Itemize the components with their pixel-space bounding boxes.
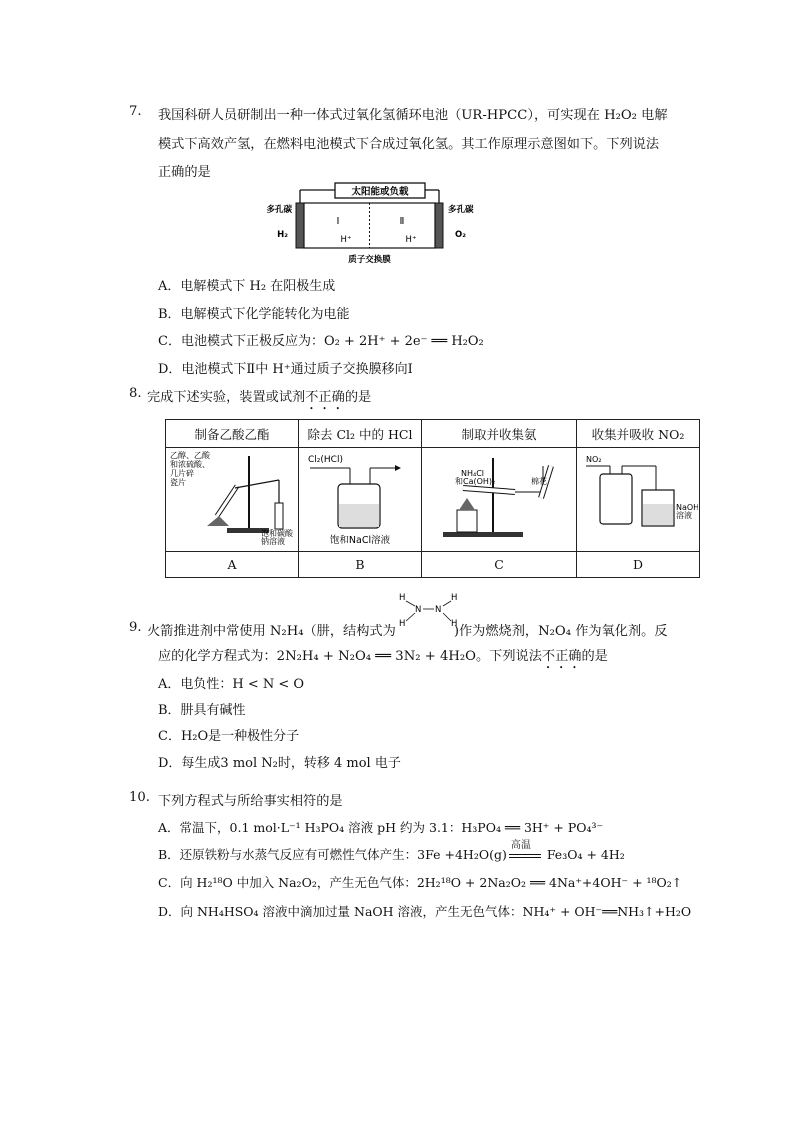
apparatus-a — [166, 448, 299, 552]
q10-option-b — [158, 840, 625, 863]
q7-stem-line1: 我国科研人员研制出一种一体式过氧化氢循环电池（UR-HPCC），可实现在 H₂O₂ 电解 — [158, 108, 668, 123]
ammonia-reagent-2: 和Ca(OH)₂ — [455, 477, 496, 486]
q9-line2 — [158, 645, 608, 672]
right-electrode-label: 多孔碳 — [448, 205, 474, 215]
q10-number: 10. — [129, 790, 150, 805]
q7-stem-line3: 正确的是 — [158, 165, 211, 180]
q7-option-d: D．电池模式下Ⅱ中 H⁺通过质子交换膜移向Ⅰ — [158, 362, 413, 377]
q8-stem-b: 的是 — [344, 390, 372, 405]
no2-gas-label: NO₂ — [586, 455, 602, 464]
naoh-label-1: NaOH — [676, 503, 698, 512]
q10-option-b-a: B．还原铁粉与水蒸气反应有可燃性气体产生：3Fe +4H₂O(g) — [158, 847, 507, 862]
header-a: 制备乙酸乙酯 — [166, 420, 299, 448]
q7-number: 7. — [129, 104, 142, 119]
struct-h1: H — [399, 593, 406, 603]
letter-c: C — [422, 552, 577, 578]
ion-right: H⁺ — [405, 235, 417, 245]
experiment-table — [165, 419, 700, 578]
q9-line2-b: 的是 — [581, 649, 608, 664]
left-electrode-label: 多孔碳 — [266, 205, 292, 215]
right-gas-label: O₂ — [455, 230, 466, 240]
q9-line1 — [147, 620, 668, 639]
struct-n2: N — [435, 605, 442, 615]
q10-option-b-b: Fe₃O₄ + 4H₂ — [542, 847, 625, 862]
letter-d: D — [577, 552, 700, 578]
header-b: 除去 Cl₂ 中的 HCl — [299, 420, 422, 448]
letter-b: B — [299, 552, 422, 578]
q10-option-a: A．常温下，0.1 mol·L⁻¹ H₃PO₄ 溶液 pH 约为 3.1：H₃PO₄ ══ 3H⁺ + PO₄³⁻ — [158, 820, 604, 835]
q7-option-a: A．电解模式下 H₂ 在阳极生成 — [158, 279, 336, 294]
q7-cell-diagram — [245, 180, 485, 270]
q8-stem-a: 完成下述实验，装置或试剂 — [147, 390, 306, 405]
struct-n1: N — [415, 605, 422, 615]
q10-stem: 下列方程式与所给事实相符的是 — [158, 794, 343, 809]
ammonia-apparatus-image — [423, 448, 575, 548]
reagent-label-4: 瓷片 — [170, 478, 186, 487]
q10-option-d: D．向 NH₄HSO₄ 溶液中滴加过量 NaOH 溶液，产生无色气体：NH₄⁺ + OH⁻══NH₃↑+H₂O — [158, 904, 692, 919]
q7-option-c: C．电池模式下正极反应为：O₂ + 2H⁺ + 2e⁻ ══ H₂O₂ — [158, 334, 484, 349]
q10-option-c: C．向 H₂¹⁸O 中加入 Na₂O₂，产生无色气体：2H₂¹⁸O + 2Na₂O₂ ══ 4Na⁺+4OH⁻ + ¹⁸O₂↑ — [158, 875, 683, 890]
apparatus-d — [577, 448, 700, 552]
q9-number: 9. — [129, 620, 142, 635]
q9-option-c: C．H₂O是一种极性分子 — [158, 729, 300, 744]
region-2: Ⅱ — [399, 216, 405, 227]
struct-h3: H — [399, 619, 406, 629]
solution-label: 饱和NaCl溶液 — [329, 535, 391, 546]
q9-option-d: D．每生成3 mol N₂时，转移 4 mol 电子 — [158, 756, 401, 771]
q8-stem-emphasis: 不正确 — [305, 390, 345, 405]
q9-line1-b: )作为燃烧剂，N₂O₄ 作为氧化剂。反 — [453, 624, 668, 639]
q8-number: 8. — [129, 386, 142, 401]
q7-option-b: B．电解模式下化学能转化为电能 — [158, 307, 350, 322]
left-gas-label: H₂ — [277, 230, 288, 240]
reagent-label-2: 和浓硫酸、 — [170, 460, 210, 469]
q9-line2-emphasis: 不正确 — [541, 649, 582, 664]
gas-label: Cl₂(HCl) — [308, 455, 343, 465]
load-label: 太阳能或负载 — [351, 186, 409, 198]
q10-option-b-condition: 高温 — [510, 840, 531, 851]
ester-apparatus-image — [167, 448, 297, 548]
collector-label-2: 钠溶液 — [261, 537, 285, 546]
struct-h4: H — [451, 619, 458, 629]
q7-stem-line2: 模式下高效产氢，在燃料电池模式下合成过氧化氢。其工作原理示意图如下。下列说法 — [158, 137, 660, 152]
collector-label-1: 饱和碳酸 — [261, 529, 293, 538]
header-d: 收集并吸收 NO₂ — [577, 420, 700, 448]
q9-line2-a: 应的化学方程式为：2N₂H₄ + N₂O₄ ══ 3N₂ + 4H₂O。下列说法 — [158, 649, 542, 664]
reagent-label-3: 几片碎 — [170, 469, 194, 478]
naoh-label-2: 溶液 — [676, 511, 692, 520]
ion-left: H⁺ — [340, 235, 352, 245]
no2-apparatus-image — [578, 448, 698, 548]
q9-option-b: B．肼具有碱性 — [158, 703, 246, 718]
struct-h2: H — [451, 593, 458, 603]
q9-line1-a: 火箭推进剂中常使用 N₂H₄（肼，结构式为 — [147, 624, 396, 639]
ammonia-reagent-1: NH₄Cl — [461, 469, 485, 478]
header-c: 制取并收集氨 — [422, 420, 577, 448]
reagent-label-1: 乙醇、乙酸 — [170, 451, 210, 460]
washing-bottle-image — [300, 448, 420, 548]
cotton-label: 棉花 — [531, 477, 547, 486]
apparatus-c — [422, 448, 577, 552]
q9-option-a: A．电负性：H < N < O — [158, 677, 305, 692]
letter-a: A — [166, 552, 299, 578]
region-1: Ⅰ — [336, 216, 340, 227]
membrane-label: 质子交换膜 — [348, 255, 391, 265]
apparatus-b — [299, 448, 422, 552]
q8-stem — [147, 386, 371, 413]
